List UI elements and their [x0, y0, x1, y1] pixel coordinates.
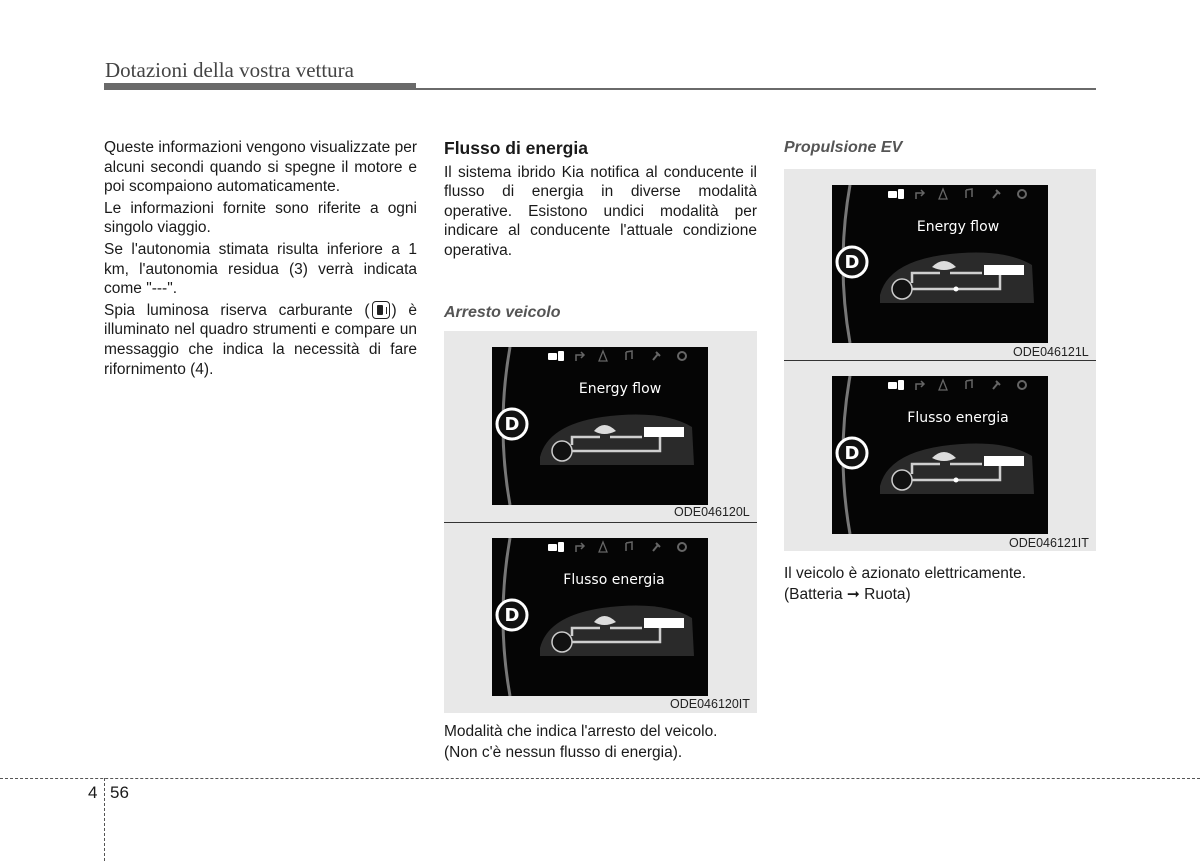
battery-icon [644, 618, 684, 628]
figure-energy-flow-stop-it [444, 523, 757, 713]
road-icon [939, 380, 947, 390]
description-line: Modalità che indica l'arresto del veicolo. [444, 723, 718, 740]
header-rule-thin [416, 88, 1096, 90]
gear-letter: D [504, 414, 520, 435]
car-icon [888, 382, 897, 389]
column-left [104, 138, 417, 381]
menu-icons [888, 189, 1026, 199]
wrench-icon [993, 190, 1000, 198]
flow-indicator [954, 478, 959, 483]
arrow-turn-icon [916, 190, 924, 199]
header-rule-thick [104, 83, 416, 90]
gear-letter: D [504, 605, 520, 626]
battery-icon [984, 456, 1024, 466]
cluster-screen [832, 376, 1048, 534]
subhead-arresto: Arresto veicolo [444, 304, 561, 321]
battery-icon [644, 427, 684, 437]
car-icon [548, 544, 557, 551]
paragraph: Queste informazioni vengono visualizzate per alcuni secondi quando si spegne il motore e poi scompaiono automaticamente. [104, 139, 417, 196]
music-note-icon [626, 351, 632, 360]
description-ev [784, 563, 1026, 605]
description-line: (Non c'è nessun flusso di energia). [444, 744, 683, 761]
wheel-icon [892, 470, 912, 490]
gear-icon [1018, 381, 1026, 389]
paragraph: Le informazioni fornite sono riferite a ogni singolo viaggio. [104, 199, 417, 237]
paragraph-text: ) è illuminato nel quadro strumenti e compare un messaggio che indica la necessità di fare rifornimento (4). [104, 301, 417, 378]
screen-title: Flusso energia [907, 410, 1009, 426]
page-header-title: Dotazioni della vostra vettura [105, 58, 354, 82]
battery-icon [984, 265, 1024, 275]
paragraph: Il sistema ibrido Kia notifica al conducente il flusso di energia in diverse modalità operative. Esistono undici modalità per indicare al conducente l'attuale condizione operativa. [444, 163, 757, 259]
wheel-icon [892, 279, 912, 299]
fuel-warning-icon [372, 301, 390, 319]
chapter-number: 4 [88, 783, 98, 802]
figure-energy-flow-stop-en [444, 331, 757, 523]
screen-title: Energy flow [578, 381, 662, 397]
footer-dashed-rule [0, 778, 1200, 779]
wrench-icon [653, 543, 660, 551]
figure-caption: ODE046121IT [1009, 536, 1089, 550]
wrench-icon [993, 381, 1000, 389]
cluster-display [492, 538, 708, 696]
screen-title: Flusso energia [563, 572, 665, 588]
menu-icons [888, 380, 1026, 390]
wheel-icon [552, 441, 572, 461]
arrow-turn-icon [576, 543, 584, 552]
figure-caption: ODE046121L [1013, 345, 1089, 359]
gear-icon [678, 543, 686, 551]
fuel-pump-icon [898, 380, 904, 390]
gear-letter: D [844, 252, 860, 273]
cluster-display [832, 376, 1048, 534]
menu-icons [548, 351, 686, 361]
fuel-pump-icon [898, 189, 904, 199]
page-number: 56 [110, 783, 129, 802]
arrow-turn-icon [916, 381, 924, 390]
fuel-pump-icon [558, 542, 564, 552]
flow-indicator [954, 287, 959, 292]
road-icon [599, 542, 607, 552]
cluster-screen [832, 185, 1048, 343]
figure-ev-drive-en [784, 169, 1096, 361]
road-icon [599, 351, 607, 361]
cluster-screen [492, 538, 708, 696]
description-arresto [444, 721, 718, 763]
footer-vertical-rule [104, 778, 105, 861]
paragraph [104, 301, 417, 379]
music-note-icon [626, 542, 632, 551]
paragraph: Se l'autonomia stimata risulta inferiore a 1 km, l'autonomia residua (3) verrà indicata come "---". [104, 240, 417, 298]
gear-icon [678, 352, 686, 360]
cluster-screen [492, 347, 708, 505]
music-note-icon [966, 380, 972, 389]
car-icon [888, 191, 897, 198]
subhead-ev: Propulsione EV [784, 139, 903, 156]
arrow-turn-icon [576, 352, 584, 361]
wheel-icon [552, 632, 572, 652]
gear-letter: D [844, 443, 860, 464]
column-middle [444, 138, 757, 263]
cluster-display [492, 347, 708, 505]
music-note-icon [966, 189, 972, 198]
section-title: Flusso di energia [444, 138, 588, 158]
road-icon [939, 189, 947, 199]
menu-icons [548, 542, 686, 552]
figure-caption: ODE046120IT [670, 697, 750, 711]
figure-ev-drive-it [784, 361, 1096, 551]
description-line: Il veicolo è azionato elettricamente. [784, 565, 1027, 582]
description-line: (Batteria ➞ Ruota) [784, 586, 911, 603]
paragraph-text: Spia luminosa riserva carburante ( [104, 301, 370, 319]
fuel-pump-icon [558, 351, 564, 361]
wrench-icon [653, 352, 660, 360]
gear-icon [1018, 190, 1026, 198]
car-icon [548, 353, 557, 360]
figure-caption: ODE046120L [674, 505, 750, 519]
screen-title: Energy flow [916, 219, 1000, 235]
cluster-display [832, 185, 1048, 343]
